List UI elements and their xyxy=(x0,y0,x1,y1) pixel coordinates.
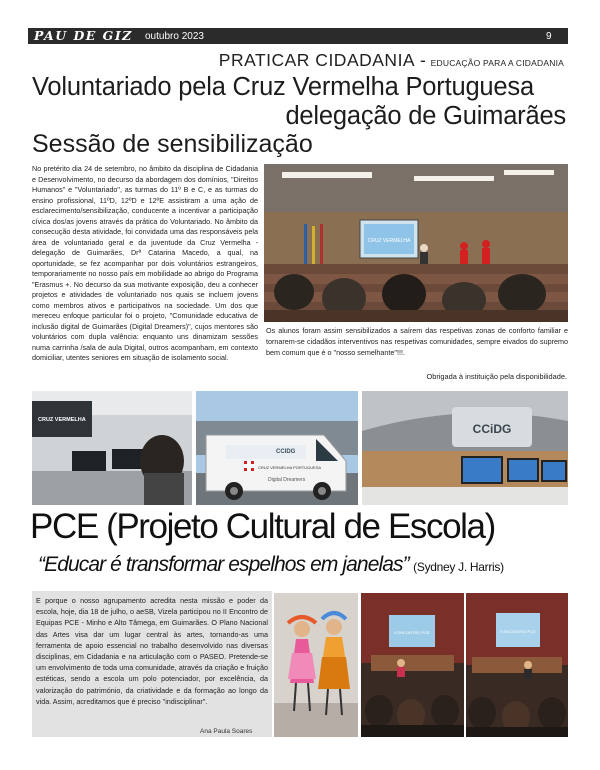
stage-photo-1 xyxy=(361,593,464,737)
auditorium-illustration xyxy=(264,164,568,322)
van-exterior-photo xyxy=(196,391,358,505)
article-title-line-1: Voluntariado pela Cruz Vermelha Portuguesa xyxy=(32,73,534,101)
photo-caption: Os alunos foram assim sensibilizados a saírem das respetivas zonas de conforto familiar e tornarem-se cidadãos interventivos nas respetivas comunidades, sempre eivados do supremo bem comum que é o "nosso semelhante"!!!. xyxy=(266,326,568,357)
van-exterior-illustration xyxy=(196,391,358,505)
author-signature: Ana Paula Soares xyxy=(200,728,253,735)
sculptures-illustration xyxy=(274,593,358,737)
computer-room-photo xyxy=(362,391,568,505)
computer-room-illustration xyxy=(362,391,568,505)
van-logo-text: CCIDG xyxy=(276,449,296,455)
section-subtitle: EDUCAÇÃO PARA A CIDADANIA xyxy=(430,58,564,68)
van-wall-text: CRUZ VERMELHA xyxy=(38,417,86,423)
van-slogan-text: Digital Dreamers xyxy=(268,477,306,483)
masthead-logo: PAU DE GIZ xyxy=(34,28,133,43)
quote-line xyxy=(38,551,504,581)
article-body xyxy=(32,164,258,364)
sculptures-photo xyxy=(274,593,358,737)
section-title: PRATICAR CIDADANIA xyxy=(218,50,416,70)
stage-screen-text-1: II ENCONTRO PCE xyxy=(394,630,430,635)
stage-illustration-2 xyxy=(466,593,568,737)
pce-body: E porque o nosso agrupamento acredita nesta missão e poder da escola, hoje, dia 18 de julho, o aeSB, Vizela participou no II Encontro de Equipas PCE - Minho e Alto Tâmega, em Guimarães. O Plano Nacional das Artes visa dar um lugar central às artes, tornando-as uma ferramenta de apoio essencial no trabalho desenvolvido nas diversas disciplinas, em Cidadania e na articulação com o PASEO. Pretende-se um envolvimento de toda uma comunidade, através da criação e fruição estéticas, sendo a escola um polo potenciador, por excelência, da valorização do património, da criatividade e da formação ao longo da vida. Assim, acreditamos que é preciso "indisciplinar". xyxy=(36,596,268,706)
auditorium-photo xyxy=(264,164,568,322)
room-logo-text: CCiDG xyxy=(472,422,512,436)
thanks-note: Obrigada à instituição pela disponibilidade. xyxy=(426,372,567,381)
page-number: 9 xyxy=(546,31,552,42)
article-subtitle: Sessão de sensibilização xyxy=(32,130,313,158)
pce-title: PCE (Projeto Cultural de Escola) xyxy=(30,507,495,546)
quote-text: “Educar é transformar espelhos em janelas” xyxy=(38,553,409,576)
issue-date: outubro 2023 xyxy=(145,31,204,42)
van-side-text: CRUZ VERMELHA PORTUGUESA xyxy=(258,465,322,470)
van-interior-illustration xyxy=(32,391,192,505)
stage-screen-text-2: II ENCONTRO PCE xyxy=(500,629,536,634)
van-interior-photo xyxy=(32,391,192,505)
stage-illustration-1 xyxy=(361,593,464,737)
quote-author: (Sydney J. Harris) xyxy=(413,560,504,574)
article-title-line-2: delegação de Guimarães xyxy=(285,102,566,130)
stage-photo-2 xyxy=(466,593,568,737)
section-separator: - xyxy=(415,50,431,70)
section-heading xyxy=(219,50,564,73)
article-paragraph: No pretérito dia 24 de setembro, no âmbito da disciplina de Cidadania e Desenvolvimento, no decurso da abordagem dos domínios, "Direitos Humanos" e "Voluntariado", as turmas do 11º B e C, e as turmas do ensino profissional, 11ºD, 12ºD e 12ºE assistiram a uma ação de esclarecimento/sensibilização, conducente a incentivar a participação cívica dos/as jovens através da prática do Voluntariado. No âmbito da consecução desta atividade, foi convidada uma das responsáveis pela área de voluntariado geral e da juventude da Cruz Vermelha - delegação de Guimarães, Drª Catarina Macedo, a qual, na oportunidade, se fez acompanhar por dois voluntários estrangeiros, temporariamente no nosso país em mobilidade ao abrigo do Programa "Erasmus +. No decurso da sua motivante exposição, deu a conhecer projetos e atividades de voluntariado nos quais se incluem jovens como membros ativos e participativos na sociedade. Um dos que mereceu enfoque particular foi o projeto, "Comunidade educativa de inclusão digital de Guimarães (Digital Dreamers)", cujos mentores são voluntários com dupla valência: enquanto uns dinamizam sessões numa carrinha /sala de aula Digital, outros acompanham, em contexto domiciliar, utentes seniores em situação de isolamento social. xyxy=(32,164,258,362)
screen-text: CRUZ VERMELHA xyxy=(367,238,411,244)
